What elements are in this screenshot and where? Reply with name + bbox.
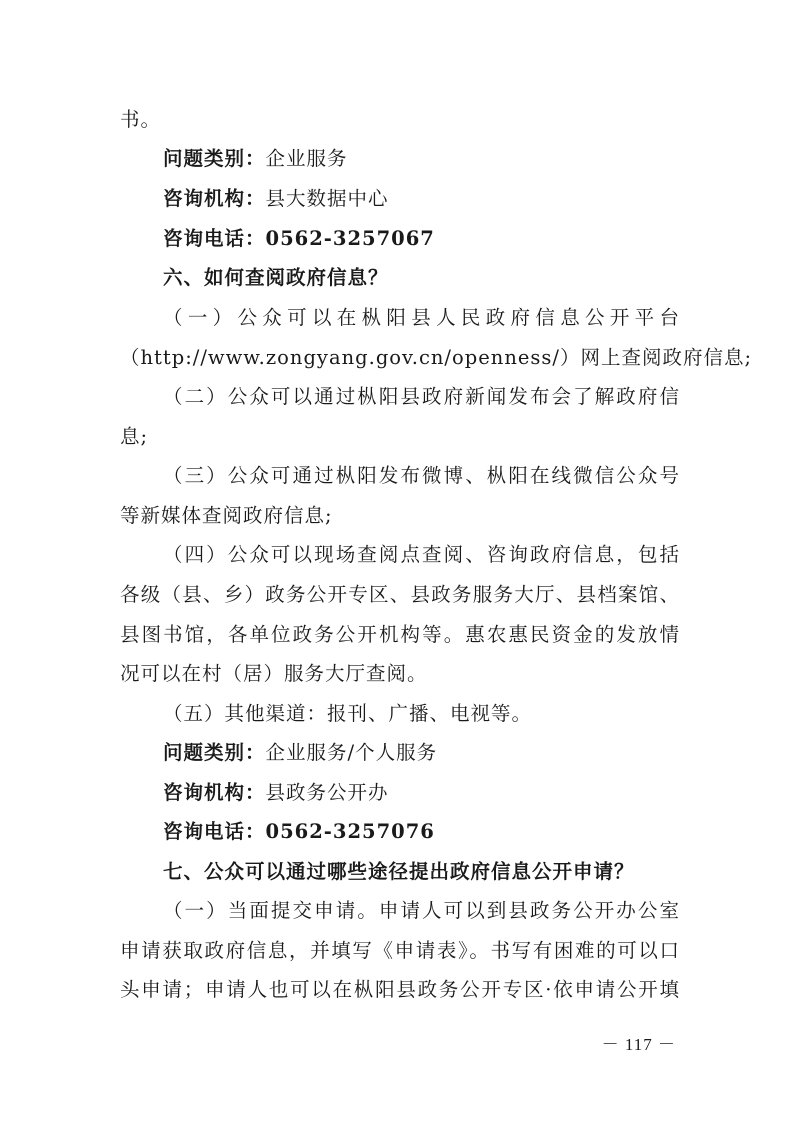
field-label: 咨询电话： xyxy=(163,820,266,843)
section-heading: 七、公众可以通过哪些途径提出政府信息公开申请？ xyxy=(163,860,635,883)
qa-phone-line xyxy=(163,812,680,852)
paragraph-line: （一）当面提交申请。申请人可以到县政务公开办公室 xyxy=(163,899,680,922)
paragraph-line: 况可以在村（居）服务大厅查阅。 xyxy=(120,662,428,685)
paragraph-line: （二）公众可以通过枞阳县政府新闻发布会了解政府信 xyxy=(163,385,680,408)
paragraph-line: （一）公众可以在枞阳县人民政府信息公开平台 xyxy=(163,306,680,329)
section-heading: 六、如何查阅政府信息？ xyxy=(163,266,389,289)
field-label: 问题类别： xyxy=(163,147,266,170)
field-value: 企业服务/个人服务 xyxy=(265,741,438,764)
field-value: 0562-3257076 xyxy=(265,820,435,843)
qa-category-line xyxy=(163,139,680,179)
paragraph-line: 县图书馆，各单位政务公开机构等。惠农惠民资金的发放情 xyxy=(120,623,680,646)
page-number: － 117 － xyxy=(601,1035,676,1054)
paragraph-line: 头申请；申请人也可以在枞阳县政务公开专区·依申请公开填 xyxy=(120,978,680,1001)
paragraph-line: （三）公众可通过枞阳发布微博、枞阳在线微信公众号 xyxy=(163,464,680,487)
field-label: 咨询机构： xyxy=(163,187,266,210)
qa-agency-line xyxy=(163,773,680,813)
paragraph-line: 等新媒体查阅政府信息; xyxy=(120,504,333,527)
qa-phone-line xyxy=(163,219,680,259)
field-label: 咨询机构： xyxy=(163,781,266,804)
field-value: 县政务公开办 xyxy=(265,781,389,804)
qa-category-line xyxy=(163,733,680,773)
paragraph-line: （五）其他渠道：报刊、广播、电视等。 xyxy=(163,702,533,725)
paragraph-line: （四）公众可以现场查阅点查阅、咨询政府信息，包括 xyxy=(163,543,680,566)
paragraph-line: 息; xyxy=(120,425,149,448)
paragraph-line: 各级（县、乡）政务公开专区、县政务服务大厅、县档案馆、 xyxy=(120,583,680,606)
paragraph-line: 申请获取政府信息，并填写《申请表》。书写有困难的可以口 xyxy=(120,939,680,962)
field-value: 县大数据中心 xyxy=(265,187,389,210)
paragraph-line: 书。 xyxy=(120,108,162,131)
qa-agency-line xyxy=(163,179,680,219)
paragraph-line: （http://www.zongyang.gov.cn/openness/）网上查阅政府信息; xyxy=(120,346,753,369)
field-value: 0562-3257067 xyxy=(265,227,435,250)
field-value: 企业服务 xyxy=(265,147,348,170)
field-label: 问题类别： xyxy=(163,741,266,764)
field-label: 咨询电话： xyxy=(163,227,266,250)
